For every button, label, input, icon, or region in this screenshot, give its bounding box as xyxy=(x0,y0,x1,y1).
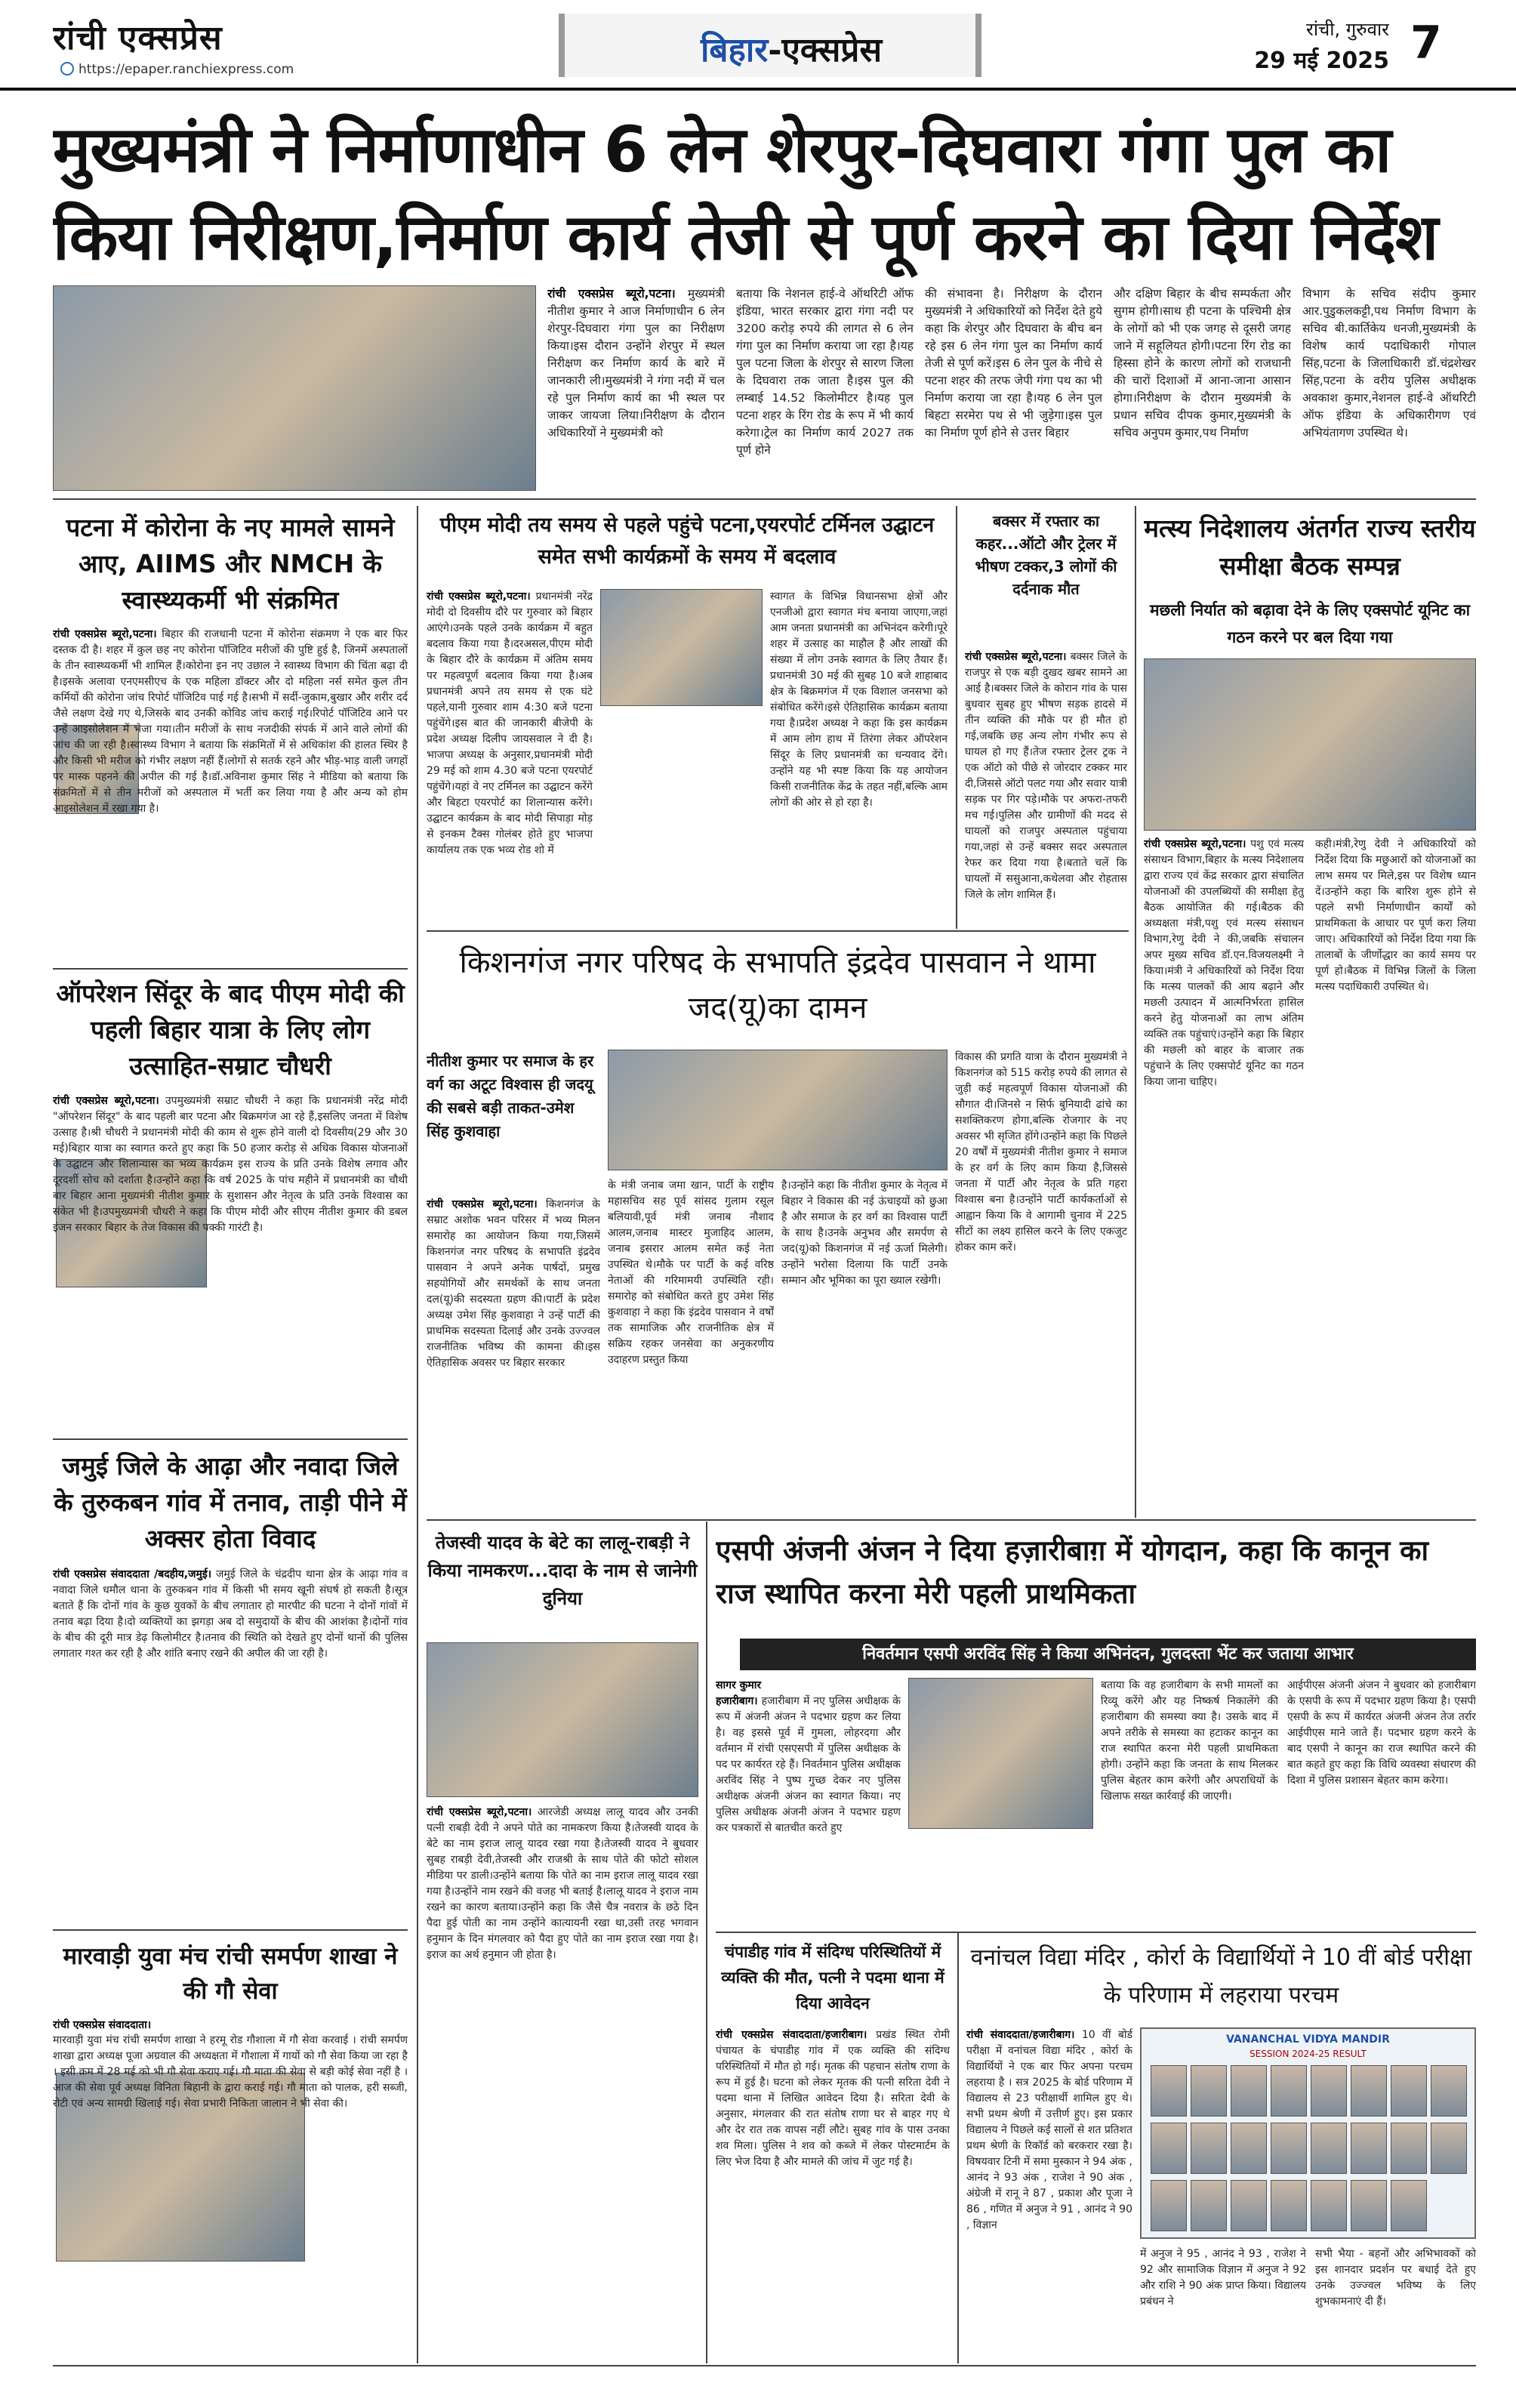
tejashwi-headline: तेजस्वी यादव के बेटे का लालू-राबड़ी ने किया नामकरण...दादा के नाम से जानेगी दुनिया xyxy=(427,1532,698,1609)
fish-meeting-photo xyxy=(1144,658,1476,831)
student-photo xyxy=(1311,2180,1347,2231)
student-photo xyxy=(1151,2065,1187,2117)
corona-body xyxy=(53,627,408,963)
kishanganj-body xyxy=(427,1197,600,1514)
sp-body-3: आईपीएस अंजनी अंजन ने बुधवार को हजारीबाग के एसपी के रूप में पदभार ग्रहण किया है। एसपी एसपी के रूप में कार्यरत अंजनी अंजन तेज तर्रार आईपीएस माने जाते हैं। पदभार ग्रहण करने के बाद एसपी ने कानून का राज स्थापित करने की बात कहते हुए कहा कि विधि व्यवस्था संधारण की दिशा में पुलिस प्रशासन बेहतर काम करेगा। xyxy=(1287,1679,1476,1787)
fish-body-2: कही।मंत्री,रेणु देवी ने अधिकारियों को निर्देश दिया कि मछुआरों को योजनाओं का लाभ समय पर मिले,इस पर विशेष ध्यान दें।उन्होंने कहा कि बारिश शुरू होने से पहले सभी निर्माणाधीन कार्यों को प्राथमिकता के आधार पर पूर्ण करा लिया जाए। अधिकारियों को निर्देश दिया गया कि तालाबों के जीर्णोद्धार का कार्य समय पर पूर्ण हो।बैठक में विभिन्न जिलों के जिला मत्स्य पदाधिकारी उपस्थित थे। xyxy=(1315,838,1476,993)
panchayat-dateline: रांची एक्सप्रेस संवाददाता/हजारीबाग। xyxy=(716,2029,867,2041)
accident-body xyxy=(965,649,1127,921)
fish-subheadline: मछली निर्यात को बढ़ावा देने के लिए एक्सपोर्ट यूनिट का गठन करने पर बल दिया गया xyxy=(1149,601,1471,646)
brand-logo: रांची एक्सप्रेस xyxy=(53,19,223,57)
divider xyxy=(53,1438,408,1440)
jamui-headline: जमुई जिले के आढ़ा और नवादा जिले के तुरुकबन गांव में तनाव, ताड़ी पीने में अक्सर होता विवाद xyxy=(54,1451,407,1553)
student-photo xyxy=(1351,2123,1387,2174)
pm-modi-body xyxy=(427,589,593,914)
school-body xyxy=(966,2027,1132,2356)
school-headline: वनांचल विद्या मंदिर , कोर्रा के विद्यार्थियों ने 10 वीं बोर्ड परीक्षा के परिणाम में लहराया परचम xyxy=(970,1944,1472,2009)
section-prefix: बिहार xyxy=(701,31,769,69)
school-text: 10 वीं बोर्ड परीक्षा में वनांचल विद्या मंदिर , कोर्रा के विद्यार्थियों ने एक बार फिर अपना परचम लहराया है । सत्र 2025 के बोर्ड परिणाम में विद्यालय से 23 परीक्षार्थी शामिल हुए थे। सभी प्रथम श्रेणी में उत्तीर्ण हुए। इस प्रकार विद्यालय ने पिछले कई सालों से शत प्रतिशत प्रथम श्रेणी के रिकॉर्ड को बरकरार रखा है। विषयवार टिनी में समा मुस्कान ने 94 अंक , आनंद ने 93 अंक , राजेश ने 90 अंक , अंग्रेजी में रानू ने 87 , प्रकाश और पूजा ने 86 , गणित में अनुज ने 91 , आनंद ने 90 , विज्ञान xyxy=(966,2029,1132,2231)
issue-date: 29 मई 2025 xyxy=(1254,48,1389,74)
student-photo xyxy=(1391,2180,1427,2231)
sp-text: हजारीबाग में नए पुलिस अधीक्षक के रूप में अंजनी अंजन ने पदभार ग्रहण कर लिया है। वह इससे पूर्व में गुमला, लोहरदगा और वर्तमान में रांची एसएसपी में पुलिस अधीक्षक के पद पर कार्यरत रहे हैं। निवर्तमान पुलिस अधीक्षक अरविंद सिंह ने पुष्प गुच्छ देकर नए पुलिस अधीक्षक अंजनी अंजन का स्वागत किया। नए पुलिस अधीक्षक अंजनी अंजन ने पदभार ग्रहण कर पत्रकारों से बातचीत करते हुए xyxy=(716,1695,901,1834)
sp-strip: निवर्तमान एसपी अरविंद सिंह ने किया अभिनंदन, गुलदस्ता भेंट कर जताया आभार xyxy=(740,1639,1476,1670)
fish-headline: मत्स्य निदेशालय अंतर्गत राज्य स्तरीय समीक्षा बैठक सम्पन्न xyxy=(1144,513,1476,581)
marwadi-dateline: रांची एक्सप्रेस संवाददाता। xyxy=(53,2019,152,2031)
lead-col-1 xyxy=(547,285,725,491)
divider xyxy=(427,1519,1476,1521)
school-dateline: रांची संवाददाता/हजारीबाग। xyxy=(966,2029,1075,2041)
lead-photo xyxy=(53,285,536,491)
lead-col-3: की संभावना है। निरीक्षण के दौरान मुख्यमंत्री ने अधिकारियों को निर्देश देते हुये कहा कि शेरपुर और दिघवारा के बीच बन रहे इस 6 लेन गंगा पुल का निर्माण कार्य तेजी से पूर्ण करें।इस 6 लेन पुल के नीचे से पटना शहर की तरफ जेपी गंगा पथ का भी निर्माण कराया जा रहा है।यह 6 लेन पुल बिहटा सरमेरा पथ से भी जुड़ेगा।इस पुल का निर्माण पूर्ण होने से उत्तर बिहार xyxy=(925,287,1102,439)
student-photo xyxy=(1351,2065,1387,2117)
column-rule xyxy=(417,506,418,2363)
kishanganj-quote: नीतीश कुमार पर समाज के हर वर्ग का अटूट विश्वास ही जदयू की सबसे बड़ी ताकत-उमेश सिंह कुशवाहा xyxy=(427,1052,594,1140)
lead-col-5: विभाग के सचिव संदीप कुमार आर.पुडुकलकट्टी,पथ निर्माण विभाग के सचिव बी.कार्तिकेय धनजी,मुख्यमंत्री के विशेष कार्य पदाधिकारी गोपाल सिंह,पटना के जिलाधिकारी डॉ.चंद्रशेखर सिंह,पटना के वरीय पुलिस अधीक्षक अवकाश कुमार,नेशनल हाई-वे ऑथरिटी ऑफ इंडिया के अधिकारीगण एवं अभियंतागण उपस्थित थे। xyxy=(1302,287,1476,439)
student-photo xyxy=(1191,2065,1227,2117)
school-body-3: सभी भैया - बहनों और अभिभावकों को इस शानदार प्रदर्शन पर बधाई देते हुए उनके उज्ज्वल भविष्य के लिए शुभकामनाएं दी हैं। xyxy=(1315,2248,1476,2308)
jamui-text: जमुई जिले के चंद्रदीप थाना क्षेत्र के आढ़ा गांव व नवादा जिले धमौल थाना के तुरुकबन गांव में किसी भी समय खूनी संघर्ष हो सकती है।सूत्र बताते हैं कि दोनों गांव के कुछ युवकों के बीच लगातार हो मारपीट की घटना ने दोनों गांवों में तनाव बढ़ा दिया है।दो व्यक्तियों का झगड़ा अब दो समुदायों के बीच की आशंका है।दोनों गांव के बीच की दूरी मात्र डेढ़ किलोमीटर है।तनाव की स्थिति को देखते हुए दोनों थानों की पुलिस लगातार गश्त कर रही है और शांति बनाए रखने की अपील की जा रही है। xyxy=(53,1568,408,1660)
epaper-url[interactable] xyxy=(60,62,294,77)
sindoor-body xyxy=(53,1093,408,1429)
accident-dateline: रांची एक्सप्रेस ब्यूरो,पटना। xyxy=(965,651,1067,663)
kishanganj-photo xyxy=(608,1050,948,1170)
column-rule xyxy=(957,1933,959,2363)
tejashwi-family-photo xyxy=(427,1642,698,1797)
city-day: रांची, गुरुवार xyxy=(1306,19,1389,40)
student-photo xyxy=(1311,2123,1347,2174)
lead-col-4: और दक्षिण बिहार के बीच सम्पर्कता और सुगम होगी।साथ ही पटना के पश्चिमी क्षेत्र के लोगों को भी एक जगह से दूसरी जगह जाने में सहूलियत होगी।पटना रिंग रोड का हिस्सा होने के कारण लोगों को राजधानी की चारों दिशाओं में आना-जाना आसान होगा।निरीक्षण के दौरान मुख्यमंत्री के प्रधान सचिव दीपक कुमार,मुख्यमंत्री के सचिव अनुपम कुमार,पथ निर्माण xyxy=(1114,287,1291,439)
student-photo xyxy=(1431,2123,1467,2174)
lead-text-1: मुख्यमंत्री नीतीश कुमार ने आज निर्माणाधीन 6 लेन शेरपुर-दिघवारा गंगा पुल का निरीक्षण किया।इस दौरान उन्होंने शेरपुर में स्थल निरीक्षण कर निर्माण कार्य के बारे में जानकारी ली।मुख्यमंत्री ने गंगा नदी में चल रहे पुल निर्माण कार्य का भी स्थल पर जाकर जायजा लिया।निरीक्षण के दौरान अधिकारियों ने मुख्यमंत्री को xyxy=(547,287,725,439)
accident-headline: बक्सर में रफ्तार का कहर...ऑटो और ट्रेलर में भीषण टक्कर,3 लोगों की दर्दनाक मौत xyxy=(975,512,1117,598)
tejashwi-dateline: रांची एक्सप्रेस ब्यूरो,पटना। xyxy=(427,1806,532,1818)
student-photo xyxy=(1271,2180,1307,2231)
student-grid xyxy=(1151,2065,1468,2235)
panchayat-headline: चंपाडीह गांव में संदिग्ध परिस्थितियों में व्यक्ति की मौत, पत्नी ने पदमा थाना में दिया आवेदन xyxy=(721,1943,944,2012)
sp-body xyxy=(716,1678,901,1927)
column-rule xyxy=(956,506,957,929)
sp-body-2: बताया कि वह हजारीबाग के सभी मामलों का रिव्यू करेंगे और यह निष्कर्ष निकालेंगे की हजारीबाग की समस्या क्या है। उसके बाद में अपने तरीके से समस्या का हटाकर कानून का राज स्थापित करना मेरी पहली प्राथमिकता होगी। उन्होंने कहा कि जनता के साथ मिलकर पुलिस बेहतर काम करेगी और अपराधियों के खिलाफ सख्त कार्रवाई की जाएगी। xyxy=(1101,1679,1278,1802)
accident-text: बक्सर जिले के राजपुर से एक बड़ी दुखद खबर सामने आ आई है।बक्सर जिले के कोरान गांव के पास बुधवार सुबह हुए भीषण सड़क हादसे में तीन व्यक्ति की मौके पर ही मौत हो गई,जबकि छह अन्य लोग गंभीर रूप से घायल हो गए हैं।तेज रफ्तार ट्रेलर ट्रक ने एक ऑटो को पीछे से जोरदार टक्कर मार दी,जिससे ऑटो पलट गया और सवार यात्री सड़क पर गिर पड़े।मौके पर अफरा-तफरी मच गई।पुलिस और ग्रामीणों की मदद से घायलों को राजपुर अस्पताल पहुंचाया गया,जहां से उन्हें बक्सर सदर अस्पताल रेफर कर दिया गया है।बताते चलें कि घायलों में ससुआना,कथेलवा और रोहतास जिले के लोग शामिल हैं। xyxy=(965,651,1127,901)
sp-byline: सागर कुमार xyxy=(716,1679,762,1691)
student-photo xyxy=(1391,2065,1427,2117)
tejashwi-body xyxy=(427,1805,698,2356)
ad-subtitle: SESSION 2024-25 RESULT xyxy=(1249,2049,1367,2059)
student-photo xyxy=(1151,2123,1187,2174)
student-photo xyxy=(1391,2123,1427,2174)
url-text: https://epaper.ranchiexpress.com xyxy=(79,62,294,77)
pm-modi-photo xyxy=(600,589,763,706)
pm-modi-dateline: रांची एक्सप्रेस ब्यूरो,पटना। xyxy=(427,590,531,603)
lead-headline: मुख्यमंत्री ने निर्माणाधीन 6 लेन शेरपुर-दिघवारा गंगा पुल का किया निरीक्षण,निर्माण कार्य तेजी से पूर्ण करने का दिया निर्देश xyxy=(53,113,1438,274)
marwadi-headline: मारवाड़ी युवा मंच रांची समर्पण शाखा ने की गौ सेवा xyxy=(63,1943,398,2005)
student-photo xyxy=(1231,2065,1267,2117)
divider xyxy=(53,968,408,970)
pm-modi-text: प्रधानमंत्री नरेंद्र मोदी दो दिवसीय दौरे पर गुरुवार को बिहार आएंगे।उनके पहले उनके कार्यक्रम में बहुत बदलाव किया गया है।दरअसल,पीएम मोदी के बिहार दौरे के कार्यक्रम में अंतिम समय पर महत्वपूर्ण बदलाव किया गया है।अब प्रधानमंत्री अपने तय समय से एक घंटे पहले,यानी गुरुवार शाम 4:30 बजे पटना पहुंचेंगे।इस बात की जानकारी बीजेपी के प्रदेश अध्यक्ष दिलीप जायसवाल ने दी है। भाजपा अध्यक्ष के अनुसार,प्रधानमंत्री मोदी 29 मई को शाम 4.30 बजे पटना एयरपोर्ट पहुंचेंगे।यहां वे नए टर्मिनल का उद्घाटन करेंगे और बिहटा एयरपोर्ट का शिलान्यास करेंगे।उद्घाटन कार्यक्रम के बाद मोदी सिपाड़ा मोड़ से इनकम टैक्स गोलंबर होते हुए भाजपा कार्यालय तक एक भव्य रोड शो में xyxy=(427,590,593,856)
student-photo xyxy=(1191,2123,1227,2174)
kishanganj-body-4: विकास की प्रगति यात्रा के दौरान मुख्यमंत्री ने किशनगंज को 515 करोड़ रुपये की लागत से जुड़ी कई महत्वपूर्ण विकास योजनाओं की सौगात दी।जिनसे न सिर्फ बुनियादी ढांचे का सशक्तिकरण होगा,बल्कि रोजगार के नए अवसर भी सृजित होंगे।उन्होंने कहा कि पिछले 20 वर्षों में मुख्यमंत्री नीतीश कुमार ने समाज के हर वर्ग के लिए काम किया है,जिससे जनता में पार्टी और नेतृत्व के प्रति गहरा विश्वास बना है।उन्होंने पार्टी कार्यकर्ताओं से आह्वान किया कि वे आगामी चुनाव में 225 सीटों का लक्ष्य हासिल करने के लिए एकजुट होकर काम करें। xyxy=(955,1051,1127,1253)
school-body-2: में अनुज ने 95 , आनंद ने 93 , राजेश ने 92 और सामाजिक विज्ञान में अनुज ने 92 और राशि ने 90 अंक प्राप्त किया। विद्यालय प्रबंधन ने xyxy=(1140,2248,1306,2308)
lead-col-2: बताया कि नेशनल हाई-वे ऑथरिटी ऑफ इंडिया, भारत सरकार द्वारा गंगा नदी पर 3200 करोड़ रुपये की लागत से 6 लेन गंगा पुल का निर्माण कराया जा रहा है।यह पुल पटना जिला के शेरपुर से सारण जिला के दिघवारा तक जाता है।इस पुल की लम्बाई 14.52 किलोमीटर है।यह पुल पटना शहर के रिंग रोड के रूप में भी कार्य करेगा।ट्रेल का निर्माण कार्य 2027 तक पूर्ण होने xyxy=(736,287,914,457)
student-photo xyxy=(1431,2065,1467,2117)
panchayat-text: प्रखंड स्थित रोमी पंचायत के चंपाडीह गांव में एक व्यक्ति की संदिग्ध परिस्थितियों में मौत हो गई। मृतक की पहचान संतोष राणा के रूप में हुई है। घटना को लेकर मृतक की पत्नी सरिता देवी ने पदमा थाना में लिखित आवेदन दिया है। सरिता देवी के अनुसार, मंगलवार की रात संतोष राणा घर से बाहर गए थे और देर रात तक वापस नहीं लौटे। सुबह गांव के पास उनका शव मिला। पुलिस ने शव को कब्जे में लेकर पोस्टमार्टम के लिए भेज दिया है और मामले की जांच में जुट गई है। xyxy=(716,2029,950,2168)
sindoor-text: उपमुख्यमंत्री सम्राट चौधरी ने कहा कि प्रधानमंत्री नरेंद्र मोदी "ऑपरेशन सिंदूर" के बाद पहली बार पटना और बिक्रमगंज आ रहे हैं,इसलिए जनता में विशेष उत्साह है।श्री चौधरी ने प्रधानमंत्री मोदी की काम से शुरू होने वाली दो दिवसीय(29 और 30 मई)बिहार यात्रा का स्वागत करते हुए कहा कि 50 हजार करोड़ से अधिक विकास योजनाओं के उद्घाटन और शिलान्यास का भव्य कार्यक्रम इस राज्य के प्रति उनके विशेष लगाव और दूरदर्शी सोच को दर्शाता है।उन्होंने कहा कि वर्ष 2025 के पांच महीने में प्रधानमंत्री का चौथी बार बिहार आना मुख्यमंत्री नीतीश कुमार के सुशासन और नेतृत्व के प्रति उनके विश्वास का संकेत भी है।उपमुख्यमंत्री चौधरी ने कहा कि पीएम मोदी और सीएम नीतीश कुमार की डबल इंजन सरकार बिहार के तेज विकास की पक्की गारंटी है। xyxy=(53,1095,408,1234)
sp-photo xyxy=(908,1678,1093,1829)
panchayat-body xyxy=(716,2027,950,2356)
student-photo xyxy=(1271,2065,1307,2117)
student-photo xyxy=(1191,2180,1227,2231)
school-result-ad xyxy=(1140,2027,1476,2239)
globe-icon xyxy=(60,62,74,76)
column-rule xyxy=(1135,929,1136,1518)
lead-dateline: रांची एक्सप्रेस ब्यूरो,पटना। xyxy=(547,287,676,301)
fish-body xyxy=(1144,837,1304,1259)
tejashwi-text: आरजेडी अध्यक्ष लालू यादव और उनकी पत्नी राबड़ी देवी ने अपने पोते का नामकरण किया है।तेजस्वी यादव के बेटे का नाम इराज लालू यादव रखा गया है।तेजस्वी यादव ने बुधवार सुबह राबड़ी देवी,तेजस्वी और राजश्री के साथ पोते की फोटो सोशल मीडिया पर डाली।उन्होंने बताया कि पोते का नाम इराज लालू यादव रखा गया है।उन्होंने नाम रखने की वजह भी बताई है।लालू यादव ने इराज नाम रखने का कारण बताया।उन्होंने कहा कि जैसे चैत्र नवरात्र के छठे दिन पैदा हुई पोती का नाम उन्होंने कात्यायनी रखा था,उसी तरह भगवान हनुमान के दिन मंगलवार को पैदा हुए पोते का नाम इराज रखा गया है।इराज का अर्थ हनुमान जी होता है। xyxy=(427,1806,698,1961)
marwadi-body: मारवाड़ी युवा मंच रांची समर्पण शाखा ने हरमू रोड गौशाला में गौ सेवा करवाई । रांची समर्पण शाखा द्वारा अध्यक्ष पूजा अग्रवाल की अध्यक्षता में गौशाला में गायों को गौ सेवा किया जा रहा है । इसी क्रम में 28 मई को भी गौ सेवा कराए गई। गौ माता की सेवा से बड़ी कोई सेवा नहीं है । आज की सेवा पूर्व अध्यक्ष विनिता बिहानी के द्वारा कराई गई। गौ माता को पालक, हरी सब्जी, रोटी एवं अन्य सामग्री खिलाई गई। सेवा प्रभारी निकिता जालान ने भी सेवा की। xyxy=(53,2034,408,2110)
sindoor-headline: ऑपरेशन सिंदूर के बाद पीएम मोदी की पहली बिहार यात्रा के लिए लोग उत्साहित-सम्राट चौधरी xyxy=(56,979,405,1081)
sp-dateline: हजारीबाग। xyxy=(716,1695,758,1707)
divider xyxy=(716,1932,1476,1933)
bottom-rule xyxy=(53,2365,1476,2366)
student-photo xyxy=(1311,2065,1347,2117)
divider xyxy=(53,498,1476,500)
divider xyxy=(53,1929,408,1931)
masthead xyxy=(0,0,1516,91)
ad-title: VANANCHAL VIDYA MANDIR xyxy=(1226,2033,1390,2046)
student-photo xyxy=(1151,2180,1187,2231)
corona-text: बिहार की राजधानी पटना में कोरोना संक्रमण ने एक बार फिर दस्तक दी है। शहर में कुल छह नए कोरोना पॉजिटिव मरीजों की पुष्टि हुई है, जिनमें अस्पतालों के तीन स्वास्थ्यकर्मी भी शामिल हैं।कोरोना इन नए उछाल ने स्वास्थ्य विभाग की चिंता बढ़ा दी है।इसके अलावा एनएमसीएच के एक महिला डॉक्टर और दो महिला नर्स समेत कुल तीन कर्मियों की कोरोना जांच रिपोर्ट पॉजिटिव पाई गई है।सभी में सर्दी-जुकाम,बुखार और शरीर दर्द जैसे लक्षण देखे गए थे,जिसके बाद उनकी कोविड जांच कराई गई।रिपोर्ट पॉजिटिव आने पर उन्हें आइसोलेशन में भेजा गया।तीन मरीजों के साथ नजदीकी संपर्क में आने वाले लोगों की जांच की जा रही है।स्वास्थ्य विभाग ने बताया कि संक्रमितों में से अधिकांश की हालत स्थिर है और किसी भी मरीज को गंभीर लक्षण नहीं हैं।लोगों से सतर्क रहने और भीड़-भाड़ वाली जगहों पर मास्क पहनने की अपील की गई है।डॉ.अविनाश कुमार सिंह ने मीडिया को बताया कि संक्रमितों में से तीन मरीजों को अस्पताल में भर्ती कर लिया गया है और अन्य को होम आइसोलेशन में रखा गया है। xyxy=(53,628,408,815)
fish-dateline: रांची एक्सप्रेस ब्यूरो,पटना। xyxy=(1144,838,1246,850)
kishanganj-headline: किशनगंज नगर परिषद के सभापति इंद्रदेव पासवान ने थामा जद(यू)का दामन xyxy=(459,945,1096,1025)
kishanganj-body-3: है।उन्होंने कहा कि नीतीश कुमार के नेतृत्व में बिहार ने विकास की नई ऊंचाइयों को छुआ है और समाज के हर वर्ग का विश्वास पार्टी के साथ है।उनके अनुभव और समर्पण से जद(यू)को किशनगंज में नई ऊर्जा मिलेगी।उन्होंने भरोसा दिलाया कि पार्टी उनके सम्मान और भूमिका का पूरा ख्याल रखेगी। xyxy=(781,1179,948,1287)
corona-headline: पटना में कोरोना के नए मामले सामने आए, AIIMS और NMCH के स्वास्थ्यकर्मी भी संक्रमित xyxy=(66,513,395,615)
kishanganj-body-2: के मंत्री जनाब जमा खान, पार्टी के राष्ट्रीय महासचिव सह पूर्व सांसद गुलाम रसूल बलियावी,पूर्व मंत्री जनाब नौशाद आलम,जनाब मास्टर मुजाहिद आलम, जनाब इसरार आलम समेत कई नेता उपस्थित थे।मौके पर पार्टी के कई वरिष्ठ नेताओं की गरिमामयी उपस्थिति रही।समारोह को संबोधित करते हुए उमेश सिंह कुशवाहा ने कहा कि इंद्रदेव पासवान ने वर्षों तक सामाजिक और राजनीतिक क्षेत्र में सक्रिय रहकर जनसेवा का अनुकरणीय उदाहरण प्रस्तुत किया xyxy=(608,1179,774,1366)
kishanganj-dateline: रांची एक्सप्रेस ब्यूरो,पटना। xyxy=(427,1198,538,1210)
divider xyxy=(427,930,1129,932)
section-suffix: -एक्सप्रेस xyxy=(768,31,883,69)
sindoor-dateline: रांची एक्सप्रेस ब्यूरो,पटना। xyxy=(53,1095,159,1107)
student-photo xyxy=(1231,2180,1267,2231)
fish-text: पशु एवं मत्स्य संसाधन विभाग,बिहार के मत्स्य निदेशालय द्वारा राज्य एवं केंद्र सरकार द्वारा संचालित योजनाओं की उपलब्धियों की समीक्षा हेतु बैठक आयोजित की गई।बैठक की अध्यक्षता मंत्री,पशु एवं मत्स्य संसाधन विभाग,रेणु देवी ने की,जबकि संचालन अपर मुख्य सचिव डॉ.एन.विजयलक्ष्मी ने किया।मंत्री ने अधिकारियों को निर्देश दिया कि मत्स्य पालकों की आय बढ़ाने और मछली उत्पादन में आत्मनिर्भरता हासिल करने हेतु योजनाओं का लाभ अंतिम व्यक्ति तक पहुंचाएं।उन्होंने कहा कि बिहार की मछली को बाहर के बाजार तक पहुंचाने के लिए एक्सपोर्ट यूनिट का गठन किया जाना चाहिए। xyxy=(1144,838,1304,1088)
pm-modi-headline: पीएम मोदी तय समय से पहले पहुंचे पटना,एयरपोर्ट टर्मिनल उद्घाटन समेत सभी कार्यक्रमों के समय में बदलाव xyxy=(439,513,935,569)
student-photo xyxy=(1351,2180,1387,2231)
page-number: 7 xyxy=(1410,17,1442,69)
kishanganj-text: किशनगंज के सम्राट अशोक भवन परिसर में भव्य मिलन समारोह का आयोजन किया गया,जिसमें किशनगंज नगर परिषद के सभापति इंद्रदेव पासवान ने अपने अनेक पार्षदों, प्रमुख सहयोगियों और समर्थकों के साथ जनता दल(यू)की सदस्यता ग्रहण की।पार्टी के प्रदेश अध्यक्ष उमेश सिंह कुशवाहा ने उन्हें पार्टी की प्राथमिक सदस्यता दिलाई और उनके उज्ज्वल राजनीतिक भविष्य की कामना की।इस ऐतिहासिक अवसर पर बिहार सरकार xyxy=(427,1198,600,1369)
student-photo xyxy=(1231,2123,1267,2174)
sp-headline: एसपी अंजनी अंजन ने दिया हज़ारीबाग़ में योगदान, कहा कि कानून का राज स्थापित करना मेरी पहली प्राथमिकता xyxy=(716,1534,1429,1610)
student-photo xyxy=(1271,2123,1307,2174)
section-banner xyxy=(559,14,981,77)
column-rule xyxy=(706,1522,707,2363)
jamui-dateline: रांची एक्सप्रेस संवाददाता /बदहीय,जमुई। xyxy=(53,1568,212,1580)
jamui-body xyxy=(53,1567,408,1922)
pm-modi-body-2: स्वागत के विभिन्न विधानसभा क्षेत्रों और एनजीओ द्वारा स्वागत मंच बनाया जाएगा,जहां आम जनता प्रधानमंत्री का अभिनंदन करेगी।पूरे शहर में उत्साह का माहौल है और लाखों की संख्या में लोग उनके स्वागत के लिए तैयार हैं।प्रधानमंत्री 30 मई की सुबह 10 बजे शाहाबाद क्षेत्र के बिक्रमगंज में एक विशाल जनसभा को संबोधित करेंगे।इसे ऐतिहासिक कार्यक्रम बताया गया है।प्रदेश अध्यक्ष ने कहा कि इस कार्यक्रम में आम लोग हाथ में तिरंगा लेकर ऑपरेशन सिंदूर के लिए प्रधानमंत्री का धन्यवाद देंगे।उन्होंने यह भी स्पष्ट किया कि यह आयोजन किसी राजनीतिक केंद्र के तहत नहीं,बल्कि आम लोगों की ओर से हो रहा है। xyxy=(770,590,948,809)
section-title xyxy=(565,26,975,71)
corona-dateline: रांची एक्सप्रेस ब्यूरो,पटना। xyxy=(53,628,157,640)
